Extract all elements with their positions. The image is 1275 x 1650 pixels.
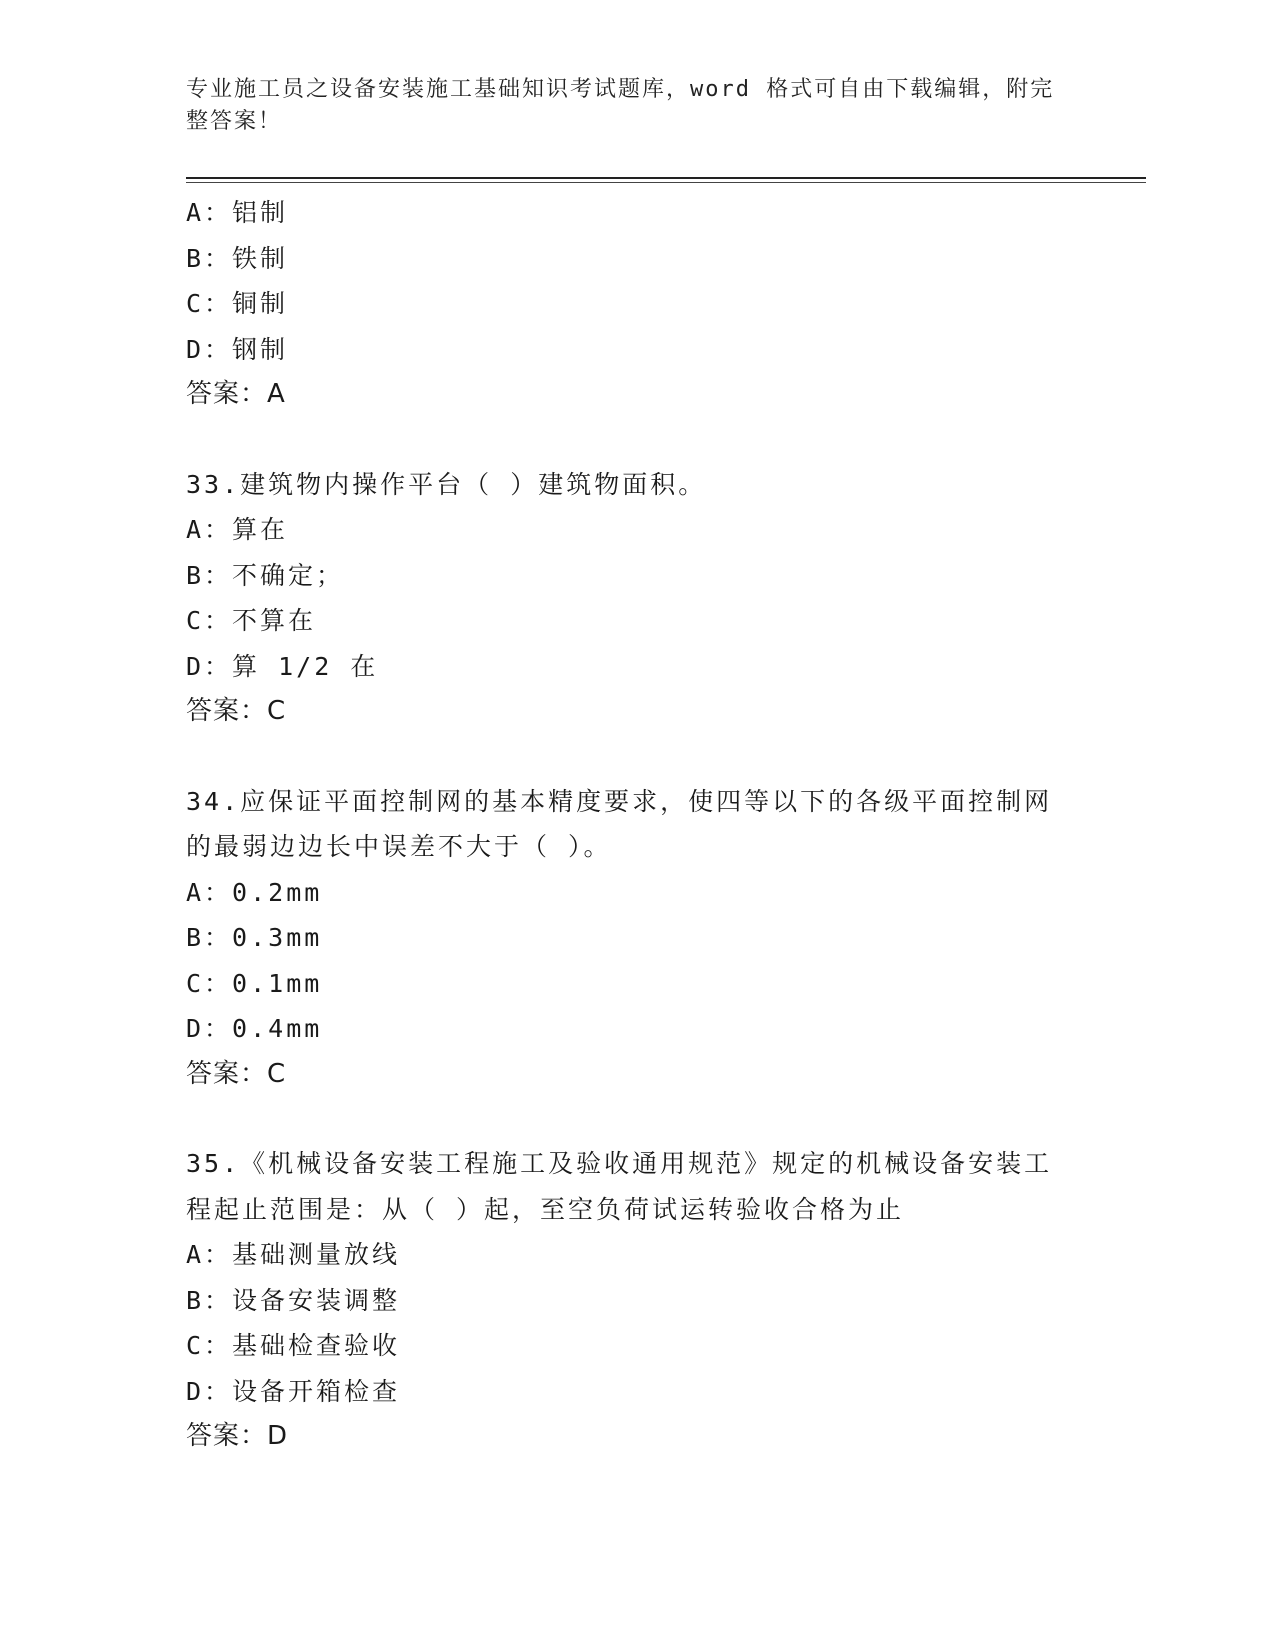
header-line-2: 整答案！ <box>186 109 283 134</box>
answer-line: 答案：A <box>186 379 286 409</box>
option-a: A：铝制 <box>186 198 289 227</box>
option-a: A：算在 <box>186 515 289 544</box>
option-d: D：算 1/2 在 <box>186 651 379 681</box>
answer-line: 答案：C <box>186 696 287 726</box>
spacer <box>186 1097 1086 1141</box>
question-block-35 <box>186 1141 1086 1460</box>
answer-line: 答案：C <box>186 1058 287 1089</box>
header-rule-thin <box>186 182 1146 183</box>
question-block-33 <box>186 462 1086 735</box>
header-line-1: 专业施工员之设备安装施工基础知识考试题库，word 格式可自由下载编辑，附完 <box>186 77 1055 102</box>
option-a: A：0.2mm <box>186 877 323 907</box>
question-text: 的最弱边边长中误差不大于（ ）。 <box>186 832 612 861</box>
question-block-34 <box>186 779 1086 1098</box>
question-text: 35.《机械设备安装工程施工及验收通用规范》规定的机械设备安装工 <box>186 1149 1053 1178</box>
question-block-32 <box>186 190 1086 418</box>
option-a: A：基础测量放线 <box>186 1240 401 1269</box>
option-c: C：不算在 <box>186 606 317 635</box>
option-b: B：设备安装调整 <box>186 1285 401 1315</box>
option-b: B：不确定； <box>186 560 345 590</box>
question-list <box>186 190 1086 1460</box>
option-c: C：0.1mm <box>186 968 323 998</box>
question-text: 程起止范围是：从（ ）起，至空负荷试运转验收合格为止 <box>186 1194 905 1224</box>
option-d: D：钢制 <box>186 334 289 364</box>
header-rule-thick <box>186 177 1146 179</box>
answer-line: 答案：D <box>186 1421 289 1451</box>
spacer <box>186 418 1086 462</box>
question-text: 34.应保证平面控制网的基本精度要求，使四等以下的各级平面控制网 <box>186 786 1053 816</box>
document-header <box>186 74 1066 138</box>
option-c: C：基础检查验收 <box>186 1331 401 1360</box>
question-text: 33.建筑物内操作平台（ ）建筑物面积。 <box>186 469 707 499</box>
option-d: D：设备开箱检查 <box>186 1376 401 1406</box>
spacer <box>186 735 1086 779</box>
option-b: B：铁制 <box>186 243 289 273</box>
option-c: C：铜制 <box>186 289 289 318</box>
option-d: D：0.4mm <box>186 1014 323 1043</box>
option-b: B：0.3mm <box>186 923 323 952</box>
